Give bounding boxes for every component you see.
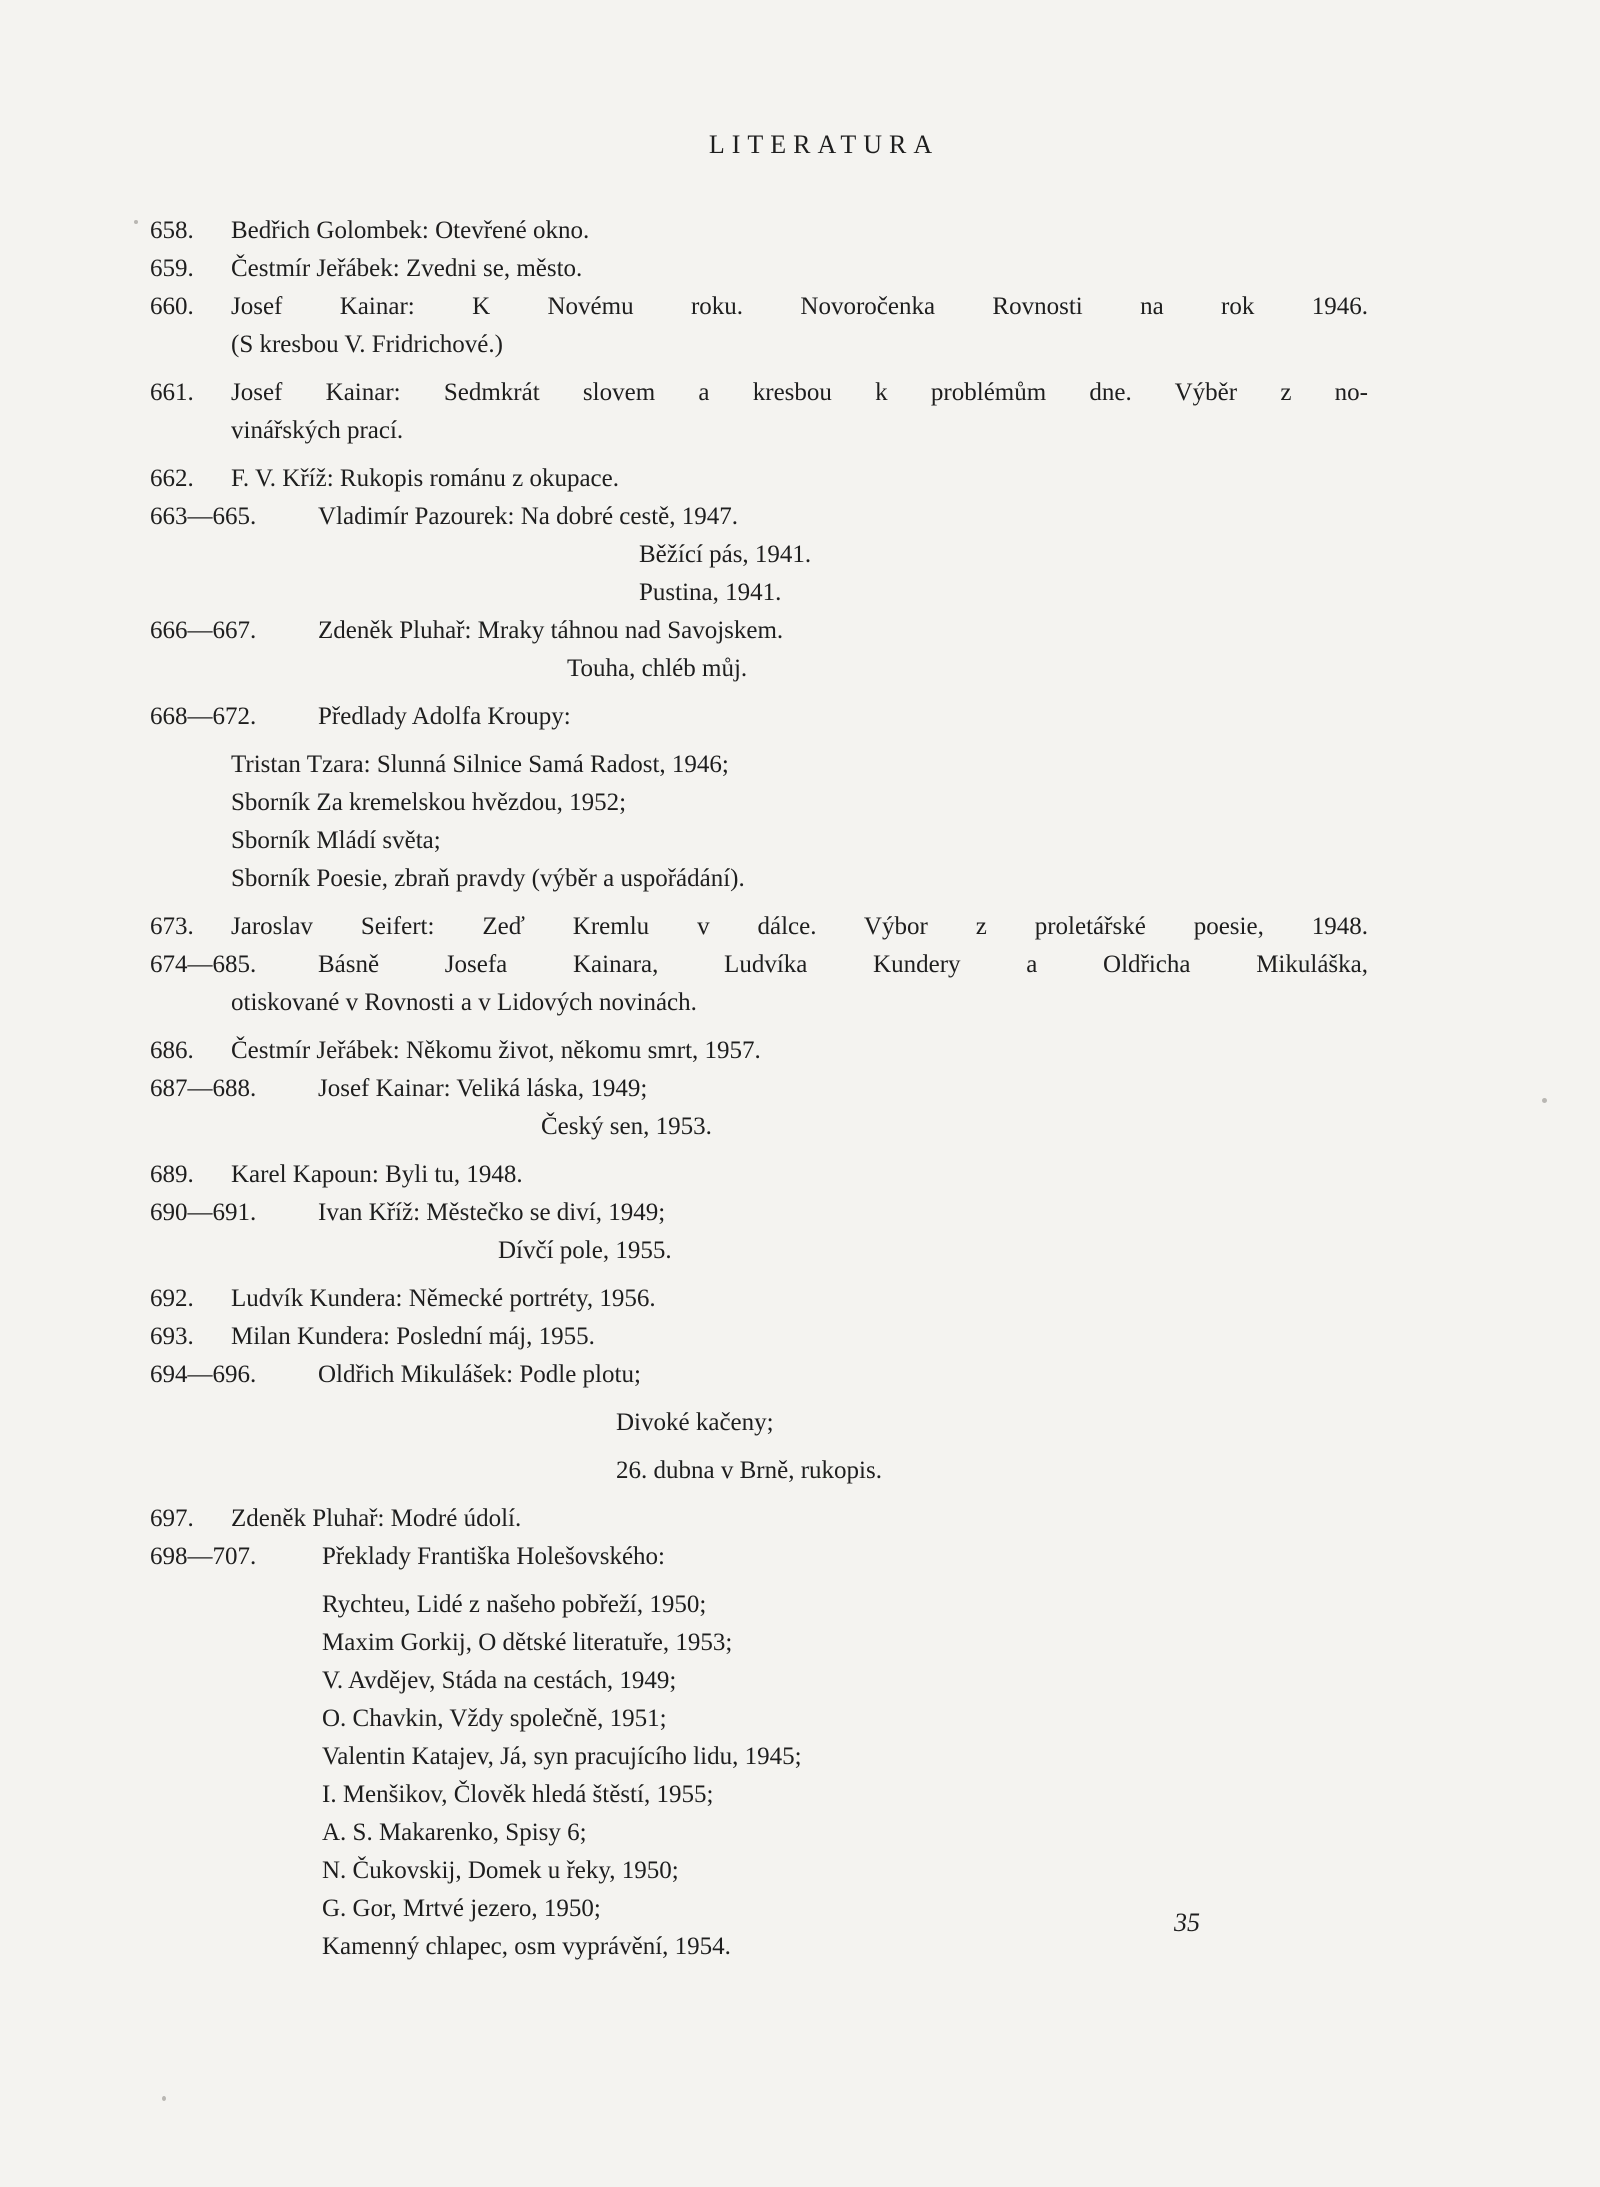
entry-694-696 <box>150 1356 1368 1394</box>
entry-658 <box>150 212 1368 250</box>
entry-text: Josef Kainar: K Novému roku. Novoročenka Rovnosti na rok 1946. <box>231 293 1368 320</box>
sub-item-text: Tristan Tzara: Slunná Silnice Samá Radost, 1946; <box>231 751 729 778</box>
entry-number: 666—667. <box>150 617 257 644</box>
entry-text: Vladimír Pazourek: Na dobré cestě, 1947. <box>318 503 739 530</box>
entry-heading: Předlady Adolfa Kroupy: <box>318 703 571 730</box>
sub-item-text: V. Avdějev, Stáda na cestách, 1949; <box>322 1667 677 1694</box>
entry-text: Jaroslav Seifert: Zeď Kremlu v dálce. Výbor z proletářské poesie, 1948. <box>231 913 1368 940</box>
entry-number: 698—707. <box>150 1543 257 1570</box>
entry-text: Oldřich Mikulášek: Podle plotu; <box>318 1361 641 1388</box>
entry-text: otiskované v Rovnosti a v Lidových novinách. <box>231 989 697 1016</box>
entry-text: Zdeněk Pluhař: Mraky táhnou nad Savojskem. <box>318 617 784 644</box>
entry-663-665-continuation <box>150 536 1368 574</box>
entry-number: 697. <box>150 1505 194 1532</box>
entry-text: Divoké kačeny; <box>616 1409 774 1436</box>
entry-number: 693. <box>150 1323 194 1350</box>
sub-item <box>150 1624 1368 1662</box>
entry-text: Josef Kainar: Veliká láska, 1949; <box>318 1075 648 1102</box>
entry-number: 658. <box>150 217 194 244</box>
entry-text: F. V. Kříž: Rukopis románu z okupace. <box>231 465 620 492</box>
entry-661-continuation <box>150 412 1368 450</box>
entry-689 <box>150 1156 1368 1194</box>
sub-item-text: Maxim Gorkij, O dětské literatuře, 1953; <box>322 1629 733 1656</box>
sub-item <box>150 784 1368 822</box>
entry-666-667-continuation <box>150 650 1368 688</box>
entry-698-707 <box>150 1538 1368 1576</box>
entry-text: Milan Kundera: Poslední máj, 1955. <box>231 1323 595 1350</box>
entry-text: Touha, chléb můj. <box>567 655 748 682</box>
entry-number: 686. <box>150 1037 194 1064</box>
sub-item <box>150 1738 1368 1776</box>
sub-item <box>150 1586 1368 1624</box>
entry-690-691 <box>150 1194 1368 1232</box>
sub-item-text: G. Gor, Mrtvé jezero, 1950; <box>322 1895 601 1922</box>
entry-text: Český sen, 1953. <box>541 1113 712 1140</box>
page-number: 35 <box>1174 1908 1200 1937</box>
entry-text: Dívčí pole, 1955. <box>498 1237 672 1264</box>
sub-item <box>150 1814 1368 1852</box>
page-title: LITERATURA <box>708 130 940 159</box>
sub-item <box>150 1662 1368 1700</box>
sub-item <box>150 1700 1368 1738</box>
entry-674-685 <box>150 946 1368 984</box>
entry-number: 694—696. <box>150 1361 257 1388</box>
sub-item-text: O. Chavkin, Vždy společně, 1951; <box>322 1705 667 1732</box>
sub-item-text: N. Čukovskij, Domek u řeky, 1950; <box>322 1857 679 1884</box>
entry-text: Básně Josefa Kainara, Ludvíka Kundery a Oldřicha Mikuláška, <box>318 951 1368 978</box>
sub-item-text: A. S. Makarenko, Spisy 6; <box>322 1819 587 1846</box>
entry-666-667 <box>150 612 1368 650</box>
entry-text: Bedřich Golombek: Otevřené okno. <box>231 217 590 244</box>
entry-number: 659. <box>150 255 194 282</box>
entry-text: Běžící pás, 1941. <box>639 541 812 568</box>
entry-text: Pustina, 1941. <box>639 579 782 606</box>
entry-number: 690—691. <box>150 1199 257 1226</box>
entry-number: 687—688. <box>150 1075 257 1102</box>
print-speck <box>134 220 138 224</box>
entry-668-672 <box>150 698 1368 736</box>
entry-663-665 <box>150 498 1368 536</box>
sub-item <box>150 822 1368 860</box>
entry-text: (S kresbou V. Fridrichové.) <box>231 331 503 358</box>
print-speck <box>1542 1098 1547 1103</box>
entry-692 <box>150 1280 1368 1318</box>
entry-number: 661. <box>150 379 194 406</box>
sub-item-text: Valentin Katajev, Já, syn pracujícího lidu, 1945; <box>322 1743 802 1770</box>
entry-661 <box>150 374 1368 412</box>
entry-686 <box>150 1032 1368 1070</box>
entry-663-665-continuation <box>150 574 1368 612</box>
entry-heading: Překlady Františka Holešovského: <box>322 1543 666 1570</box>
entry-660-continuation <box>150 326 1368 364</box>
entry-662 <box>150 460 1368 498</box>
sub-item-text: I. Menšikov, Člověk hledá štěstí, 1955; <box>322 1781 714 1808</box>
entry-number: 662. <box>150 465 194 492</box>
sub-item <box>150 860 1368 898</box>
entry-number: 692. <box>150 1285 194 1312</box>
print-speck <box>162 2096 166 2101</box>
entry-number: 660. <box>150 293 194 320</box>
entry-number: 668—672. <box>150 703 257 730</box>
entry-text: 26. dubna v Brně, rukopis. <box>616 1457 882 1484</box>
entry-text: Zdeněk Pluhař: Modré údolí. <box>231 1505 522 1532</box>
entry-text: Čestmír Jeřábek: Někomu život, někomu smrt, 1957. <box>231 1037 761 1064</box>
sub-item <box>150 1776 1368 1814</box>
entry-687-688-continuation <box>150 1108 1368 1146</box>
sub-item-text: Sborník Mládí světa; <box>231 827 441 854</box>
sub-item-text: Rychteu, Lidé z našeho pobřeží, 1950; <box>322 1591 707 1618</box>
entry-659 <box>150 250 1368 288</box>
bibliography-list <box>150 212 1368 1966</box>
sub-item <box>150 1852 1368 1890</box>
entry-text: Josef Kainar: Sedmkrát slovem a kresbou k problémům dne. Výběr z no- <box>231 379 1368 406</box>
entry-660 <box>150 288 1368 326</box>
entry-text: Ludvík Kundera: Německé portréty, 1956. <box>231 1285 656 1312</box>
entry-text: Karel Kapoun: Byli tu, 1948. <box>231 1161 523 1188</box>
entry-674-685-continuation <box>150 984 1368 1022</box>
entry-number: 674—685. <box>150 951 257 978</box>
entry-687-688 <box>150 1070 1368 1108</box>
entry-690-691-continuation <box>150 1232 1368 1270</box>
sub-item-text: Sborník Poesie, zbraň pravdy (výběr a uspořádání). <box>231 865 745 892</box>
entry-number: 673. <box>150 913 194 940</box>
entry-number: 663—665. <box>150 503 257 530</box>
entry-text: vinářských prací. <box>231 417 404 444</box>
entry-694-696-continuation <box>150 1452 1368 1490</box>
sub-item <box>150 746 1368 784</box>
entry-text: Ivan Kříž: Městečko se diví, 1949; <box>318 1199 666 1226</box>
entry-693 <box>150 1318 1368 1356</box>
entry-697 <box>150 1500 1368 1538</box>
sub-item-text: Kamenný chlapec, osm vyprávění, 1954. <box>322 1933 731 1960</box>
entry-673 <box>150 908 1368 946</box>
entry-text: Čestmír Jeřábek: Zvedni se, město. <box>231 255 583 282</box>
entry-number: 689. <box>150 1161 194 1188</box>
sub-item-text: Sborník Za kremelskou hvězdou, 1952; <box>231 789 627 816</box>
entry-694-696-continuation <box>150 1404 1368 1442</box>
